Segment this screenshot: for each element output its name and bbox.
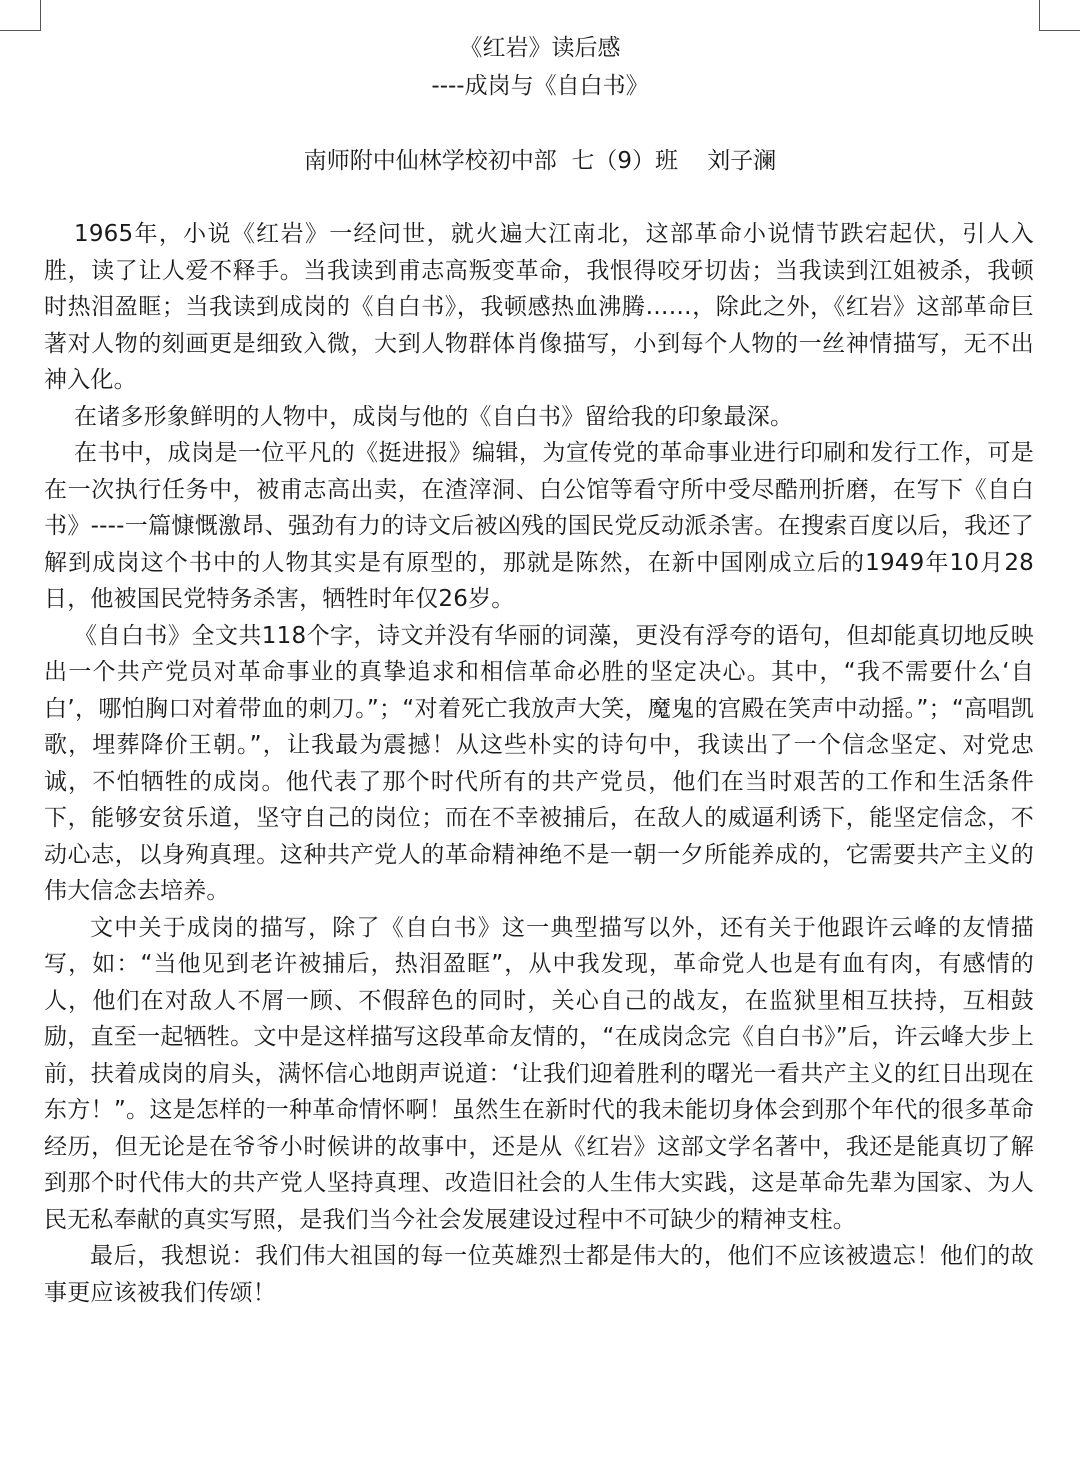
crop-mark-top-right — [1039, 0, 1080, 31]
paragraph-5: 文中关于成岗的描写，除了《自白书》这一典型描写以外，还有关于他跟许云峰的友情描写，如：“当他见到老许被捕后，热泪盈眶”，从中我发现，革命党人也是有血有肉，有感情的人，他们在对敌人不屑一顾、不假辞色的同时，关心自己的战友，在监狱里相互扶持，互相鼓励，直至一起牺牲。文中是这样描写这段革命友情的，“在成岗念完《自白书》”后，许云峰大步上前，扶着成岗的肩头，满怀信心地朗声说道：‘让我们迎着胜利的曙光一看共产主义的红日出现在东方！”。这是怎样的一种革命情怀啊！虽然生在新时代的我未能切身体会到那个年代的很多革命经历，但无论是在爷爷小时候讲的故事中，还是从《红岩》这部文学名著中，我还是能真切了解到那个时代伟大的共产党人坚持真理、改造旧社会的人生伟大实践，这是革命先辈为国家、为人民无私奉献的真实写照，是我们当今社会发展建设过程中不可缺少的精神支柱。 — [44, 914, 1034, 1233]
paragraph-3: 在书中，成岗是一位平凡的《挺进报》编辑，为宣传党的革命事业进行印刷和发行工作，可是在一次执行任务中，被甫志高出卖，在渣滓洞、白公馆等看守所中受尽酷刑折磨，在写下《自白书》----一篇慷慨激昂、强劲有力的诗文后被凶残的国民党反动派杀害。在搜索百度以后，我还了解到成岗这个书中的人物其实是有原型的，那就是陈然，在新中国刚成立后的1949年10月28日，他被国民党特务杀害，牺牲时年仅26岁。 — [44, 440, 1034, 612]
crop-mark-top-left — [0, 0, 41, 31]
paragraph-1: 1965年，小说《红岩》一经问世，就火遍大江南北，这部革命小说情节跌宕起伏，引人入胜，读了让人爱不释手。当我读到甫志高叛变革命，我恨得咬牙切齿；当我读到江姐被杀，我顿时热泪盈眶；当我读到成岗的《自白书》，我顿感热血沸腾……，除此之外，《红岩》这部革命巨著对人物的刻画更是细致入微，大到人物群体肖像描写，小到每个人物的一丝神情描写，无不出神入化。 — [44, 221, 1034, 393]
paragraph-6: 最后，我想说：我们伟大祖国的每一位英雄烈士都是伟大的，他们不应该被遗忘！他们的故事更应该被我们传颂！ — [44, 1243, 1034, 1306]
author-line: 南师附中仙林学校初中部 七（9）班 刘子澜 — [303, 148, 777, 174]
document-title: 《红岩》读后感 — [459, 35, 621, 61]
paragraph-4: 《自白书》全文共118个字，诗文并没有华丽的词藻，更没有浮夸的语句，但却能真切地反映出一个共产党员对革命事业的真挚追求和相信革命必胜的坚定决心。其中，“我不需要什么‘自白’，哪怕胸口对着带血的刺刀。”；“对着死亡我放声大笑，魔鬼的宫殿在笑声中动摇。”；“高唱凯歌，埋葬降价王朝。”，让我最为震撼！从这些朴实的诗句中，我读出了一个信念坚定、对党忠诚，不怕牺牲的成岗。他代表了那个时代所有的共产党员，他们在当时艰苦的工作和生活条件下，能够安贫乐道，坚守自己的岗位；而在不幸被捕后，在敌人的威逼利诱下，能坚定信念，不动心志，以身殉真理。这种共产党人的革命精神绝不是一朝一夕所能养成的，它需要共产主义的伟大信念去培养。 — [44, 622, 1034, 904]
paragraph-2: 在诸多形象鲜明的人物中，成岗与他的《自白书》留给我的印象最深。 — [74, 403, 794, 430]
document-subtitle: ----成岗与《自白书》 — [431, 73, 649, 99]
essay-body — [44, 216, 1034, 1311]
